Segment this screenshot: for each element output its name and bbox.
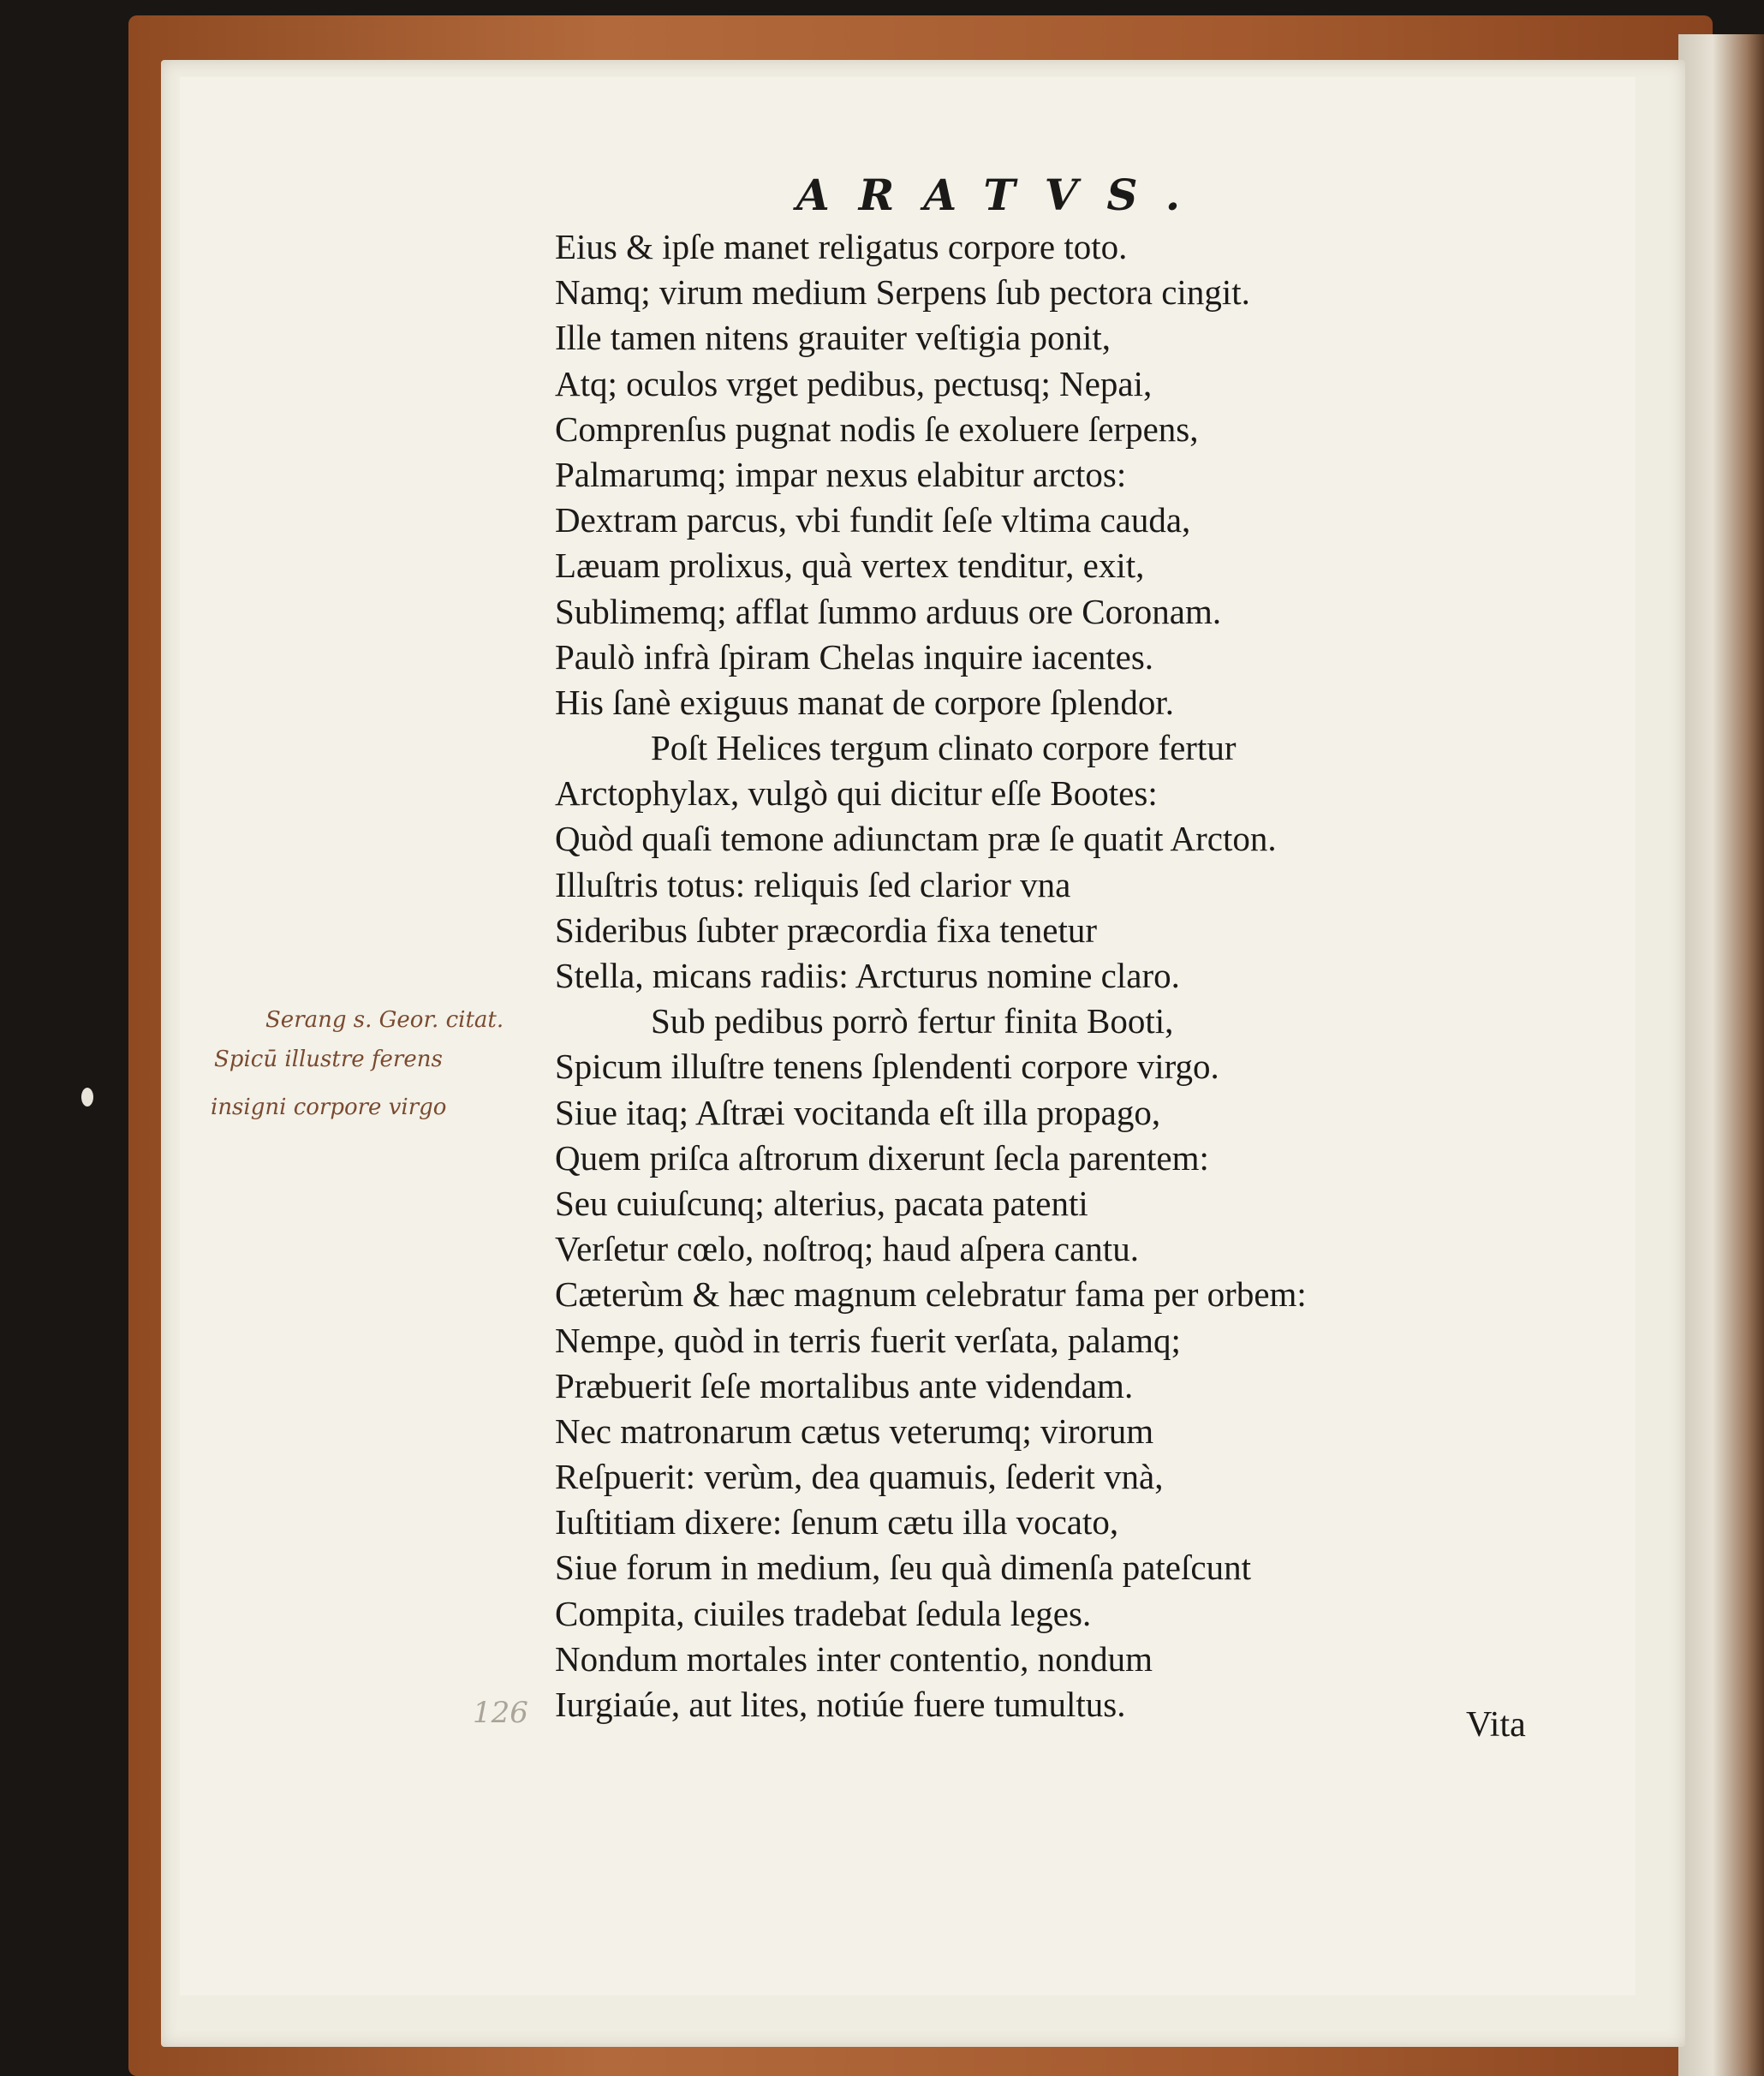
verse-line: Verſetur cœlo, noſtroq; haud aſpera cantu. <box>555 1229 1139 1269</box>
verse-line-indented: Poſt Helices tergum clinato corpore fertur <box>651 728 1237 768</box>
catchword: Vita <box>1466 1705 1526 1745</box>
verse-line: Paulò infrà ſpiram Chelas inquire iacentes. <box>555 636 1154 677</box>
verse-line: Quòd quaſi temone adiunctam præ ſe quatit Arcton. <box>555 819 1277 859</box>
verse-line: Comprenſus pugnat nodis ſe exoluere ſerpens, <box>555 409 1199 449</box>
verse-line: Sideribus ſubter præcordia fixa tenetur <box>555 910 1098 950</box>
verse-line: Siue forum in medium, ſeu quà dimenſa pateſcunt <box>555 1548 1251 1588</box>
verse-line: Cæterùm & hæc magnum celebratur fama per orbem: <box>555 1274 1307 1315</box>
verse-line: Seu cuiuſcunq; alterius, pacata patenti <box>555 1183 1088 1223</box>
verse-line: Læuam prolixus, quà vertex tenditur, exit, <box>555 546 1145 586</box>
verse-line: Præbuerit ſeſe mortalibus ante videndam. <box>555 1365 1134 1405</box>
verse-line: Quem priſca aſtrorum dixerunt ſecla parentem: <box>555 1137 1209 1178</box>
verse-line: Iuſtitiam dixere: ſenum cætu illa vocato, <box>555 1502 1119 1542</box>
verse-line: Dextram parcus, vbi fundit ſeſe vltima cauda, <box>555 500 1191 540</box>
verse-list <box>555 224 1565 1727</box>
marginal-annotation: Spicū illustre ferens <box>214 1047 443 1072</box>
binding-hole <box>81 1088 93 1107</box>
verse-line: Compita, ciuiles tradebat ſedula leges. <box>555 1593 1092 1633</box>
facing-page-edge <box>1678 34 1764 2076</box>
verse-line: Siue itaq; Aſtræi vocitanda eſt illa propago, <box>555 1092 1161 1132</box>
verse-line: Nondum mortales inter contentio, nondum <box>555 1638 1153 1679</box>
verse-line: Eius & ipſe manet religatus corpore toto. <box>555 227 1128 266</box>
marginal-annotation: insigni corpore virgo <box>211 1095 447 1120</box>
verse-line: Iurgiaúe, aut lites, notiúe fuere tumultus. <box>555 1685 1126 1724</box>
verse-line: Nec matronarum cætus veterumq; virorum <box>555 1411 1154 1451</box>
verse-line: Illuſtris totus: reliquis ſed clarior vna <box>555 864 1071 904</box>
verse-line: Spicum illuſtre tenens ſplendenti corpore virgo. <box>555 1047 1219 1087</box>
running-header: ARATVS. <box>796 170 1210 220</box>
verse-line: Namq; virum medium Serpens ſub pectora cingit. <box>555 272 1250 313</box>
verse-line: Atq; oculos vrget pedibus, pectusq; Nepai, <box>555 363 1153 403</box>
verse-line: His ſanè exiguus manat de corpore ſplendor. <box>555 682 1174 722</box>
verse-line: Stella, micans radiis: Arcturus nomine claro. <box>555 956 1180 995</box>
verse-line: Ille tamen nitens grauiter veſtigia ponit, <box>555 318 1111 358</box>
verse-line: Arctophylax, vulgò qui dicitur eſſe Bootes: <box>555 773 1158 814</box>
verse-line: Palmarumq; impar nexus elabitur arctos: <box>555 454 1127 494</box>
verse-line: Nempe, quòd in terris fuerit verſata, palamq; <box>555 1320 1181 1360</box>
verse-line-indented: Sub pedibus porrò fertur finita Booti, <box>651 1001 1174 1041</box>
verse-line: Sublimemq; afflat ſummo arduus ore Coronam. <box>555 591 1222 631</box>
page-number: 126 <box>473 1696 528 1730</box>
marginal-annotation: Serang s. Geor. citat. <box>265 1007 504 1033</box>
verse-line: Reſpuerit: verùm, dea quamuis, ſederit vnà, <box>555 1457 1164 1497</box>
